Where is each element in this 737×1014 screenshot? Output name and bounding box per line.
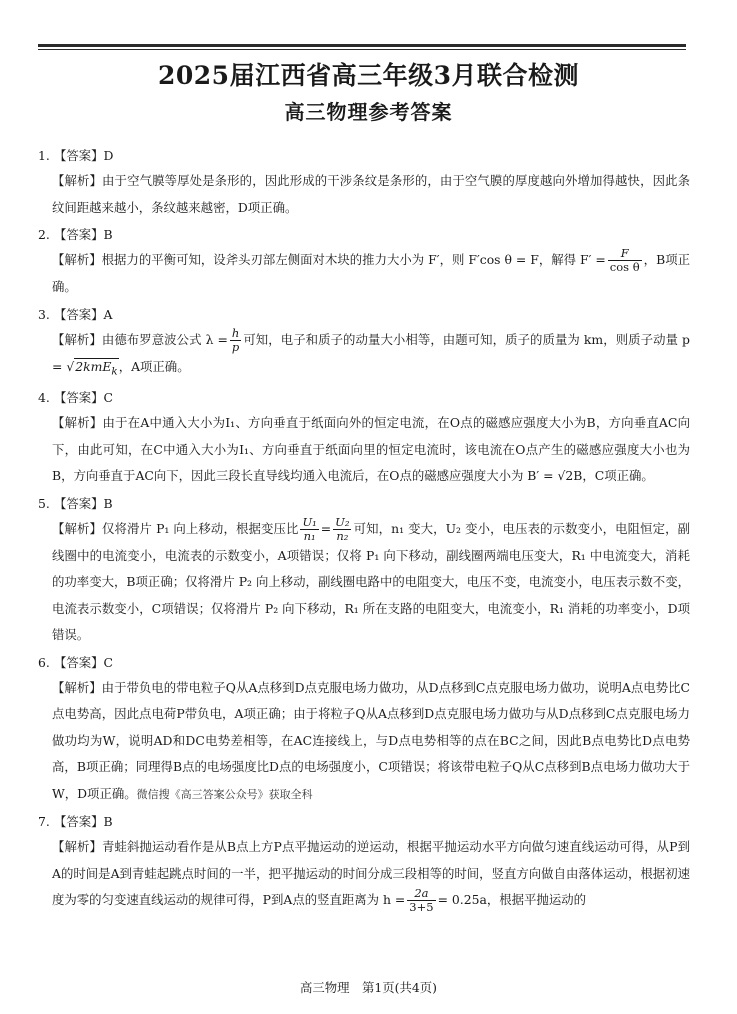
question-number: 4.	[38, 390, 50, 406]
explanation: 【解析】青蛙斜抛运动看作是从B点上方P点平抛运动的逆运动，根据平抛运动水平方向做匀速直线运动可得，从P到A的时间是A到青蛙起跳点时间的一半，把平抛运动的时间分成三段相等的时间，竖直方向做自由落体运动，根据初速度为零的匀变速直线运动的规律可得，P到A点的竖直距离为 h = $\frac{2a}{3+5}$ = 0.25a，根据平抛运动的	[52, 839, 690, 915]
page-title: 2025届江西省高三年级3月联合检测	[158, 61, 579, 90]
fraction: $\frac{\text{U₂}}{\text{n₂}}$	[335, 514, 350, 543]
question-2	[38, 225, 690, 301]
question-number: 1.	[38, 148, 50, 163]
question-4	[38, 388, 690, 490]
sqrt-expression: 2kmE$_k$	[75, 358, 118, 377]
header-rule	[38, 44, 686, 47]
fraction: $\frac{\text{U₁}}{\text{n₁}}$	[302, 514, 317, 543]
question-number: 5.	[38, 495, 50, 511]
question-6	[38, 653, 690, 809]
question-number: 6.	[38, 654, 50, 670]
answer-line: 【答案】B	[54, 495, 113, 511]
explanation: 【解析】根据力的平衡可知，设斧头刃部左侧面对木块的推力大小为 F′，则 F′cos θ = F，解得 F′ = $\frac{F}{\text{cos θ}}$ ，B项正确。	[52, 246, 690, 294]
explanation: 【解析】由于在A中通入大小为I₁、方向垂直于纸面向外的恒定电流，在O点的磁感应强度大小为B，方向垂直AC向下，由此可知，在C中通入大小为I₁、方向垂直于纸面向里的恒定电流时，该电流在O点产生的磁感应强度大小也为B，方向垂直于AC向下，因此三段长直导线均通入电流后，在O点的磁感应强度大小为 B′ = √2B，C项正确。	[52, 415, 690, 484]
fraction: $\frac{2a}{3+5}$	[409, 886, 434, 915]
question-number: 7.	[38, 814, 50, 830]
explanation: 【解析】仅将滑片 P₁ 向上移动，根据变压比 $\frac{\text{U₁}}{\text{n₁}}$ = $\frac{\text{U₂}}{\text{n₂}}$ 可知，n₁ 变大，U₂ 变小，电压表的示数变小，电阻恒定，副线圈中的电流变小，电流表的示数变小，A项错误；仅将 P₁ 向下移动，副线圈两端电压变大，R₁ 中电流变大，消耗的功率变大，B项正确；仅将滑片 P₂ 向上移动，副线圈电路中的电阻变大，电压不变，电流变小，电压表示数不变，电流表示数变小，C项错误；仅将滑片 P₂ 向下移动，R₁ 所在支路的电阻变大，电流变小，R₁ 消耗的功率变小，D项错误。	[52, 514, 691, 643]
header-rule-thin	[38, 49, 686, 50]
page-footer: 高三物理 第1页(共4页)	[300, 980, 437, 995]
answer-line: 【答案】D	[54, 148, 114, 163]
answer-line: 【答案】B	[54, 814, 113, 830]
question-7	[38, 812, 690, 914]
question-number: 2.	[38, 227, 50, 242]
page-subtitle: 高三物理参考答案	[284, 100, 453, 124]
explanation: 【解析】由于带负电的带电粒子Q从A点移到D点克服电场力做功，从D点移到C点克服电场力做功，说明A点电势比C点电势高，因此点电荷P带负电，A项正确；由于将粒子Q从A点移到D点克服电场力做功与从D点移到C点克服电场力做功均为W，说明AD和DC电势差相等，在AC连接线上，与D点电势相等的点在BC之间，因此B点电势比D点电势高，B项正确；同理得B点的电场强度比D点的电场强度小，C项错误；将该带电粒子Q从C点移到B点电场力做功大于W，D项正确。微信搜《高三答案公众号》获取全科	[52, 679, 690, 801]
explanation: 【解析】由德布罗意波公式 λ = $\frac{h}{p}$ 可知，电子和质子的动量大小相等，由题可知，质子的质量为 km，则质子动量 p = √2kmE$_k$，A项正确。	[52, 325, 690, 377]
fraction: $\frac{F}{\text{cos θ}}$	[609, 246, 640, 274]
question-number: 3.	[38, 306, 50, 322]
explanation: 【解析】由于空气膜等厚处是条形的，因此形成的干涉条纹是条形的，由于空气膜的厚度越向外增加得越快，因此条纹间距越来越小，条纹越来越密，D项正确。	[52, 173, 690, 215]
answer-line: 【答案】A	[54, 306, 113, 322]
watermark-text: 微信搜《高三答案公众号》获取全科	[136, 787, 313, 801]
answer-line: 【答案】C	[54, 654, 114, 670]
answer-line: 【答案】C	[54, 390, 114, 406]
fraction: $\frac{h}{p}$	[231, 325, 240, 354]
question-1	[38, 146, 690, 221]
question-3	[38, 305, 690, 385]
answer-line: 【答案】B	[54, 227, 113, 242]
question-5	[38, 494, 690, 649]
answer-body	[38, 146, 690, 918]
